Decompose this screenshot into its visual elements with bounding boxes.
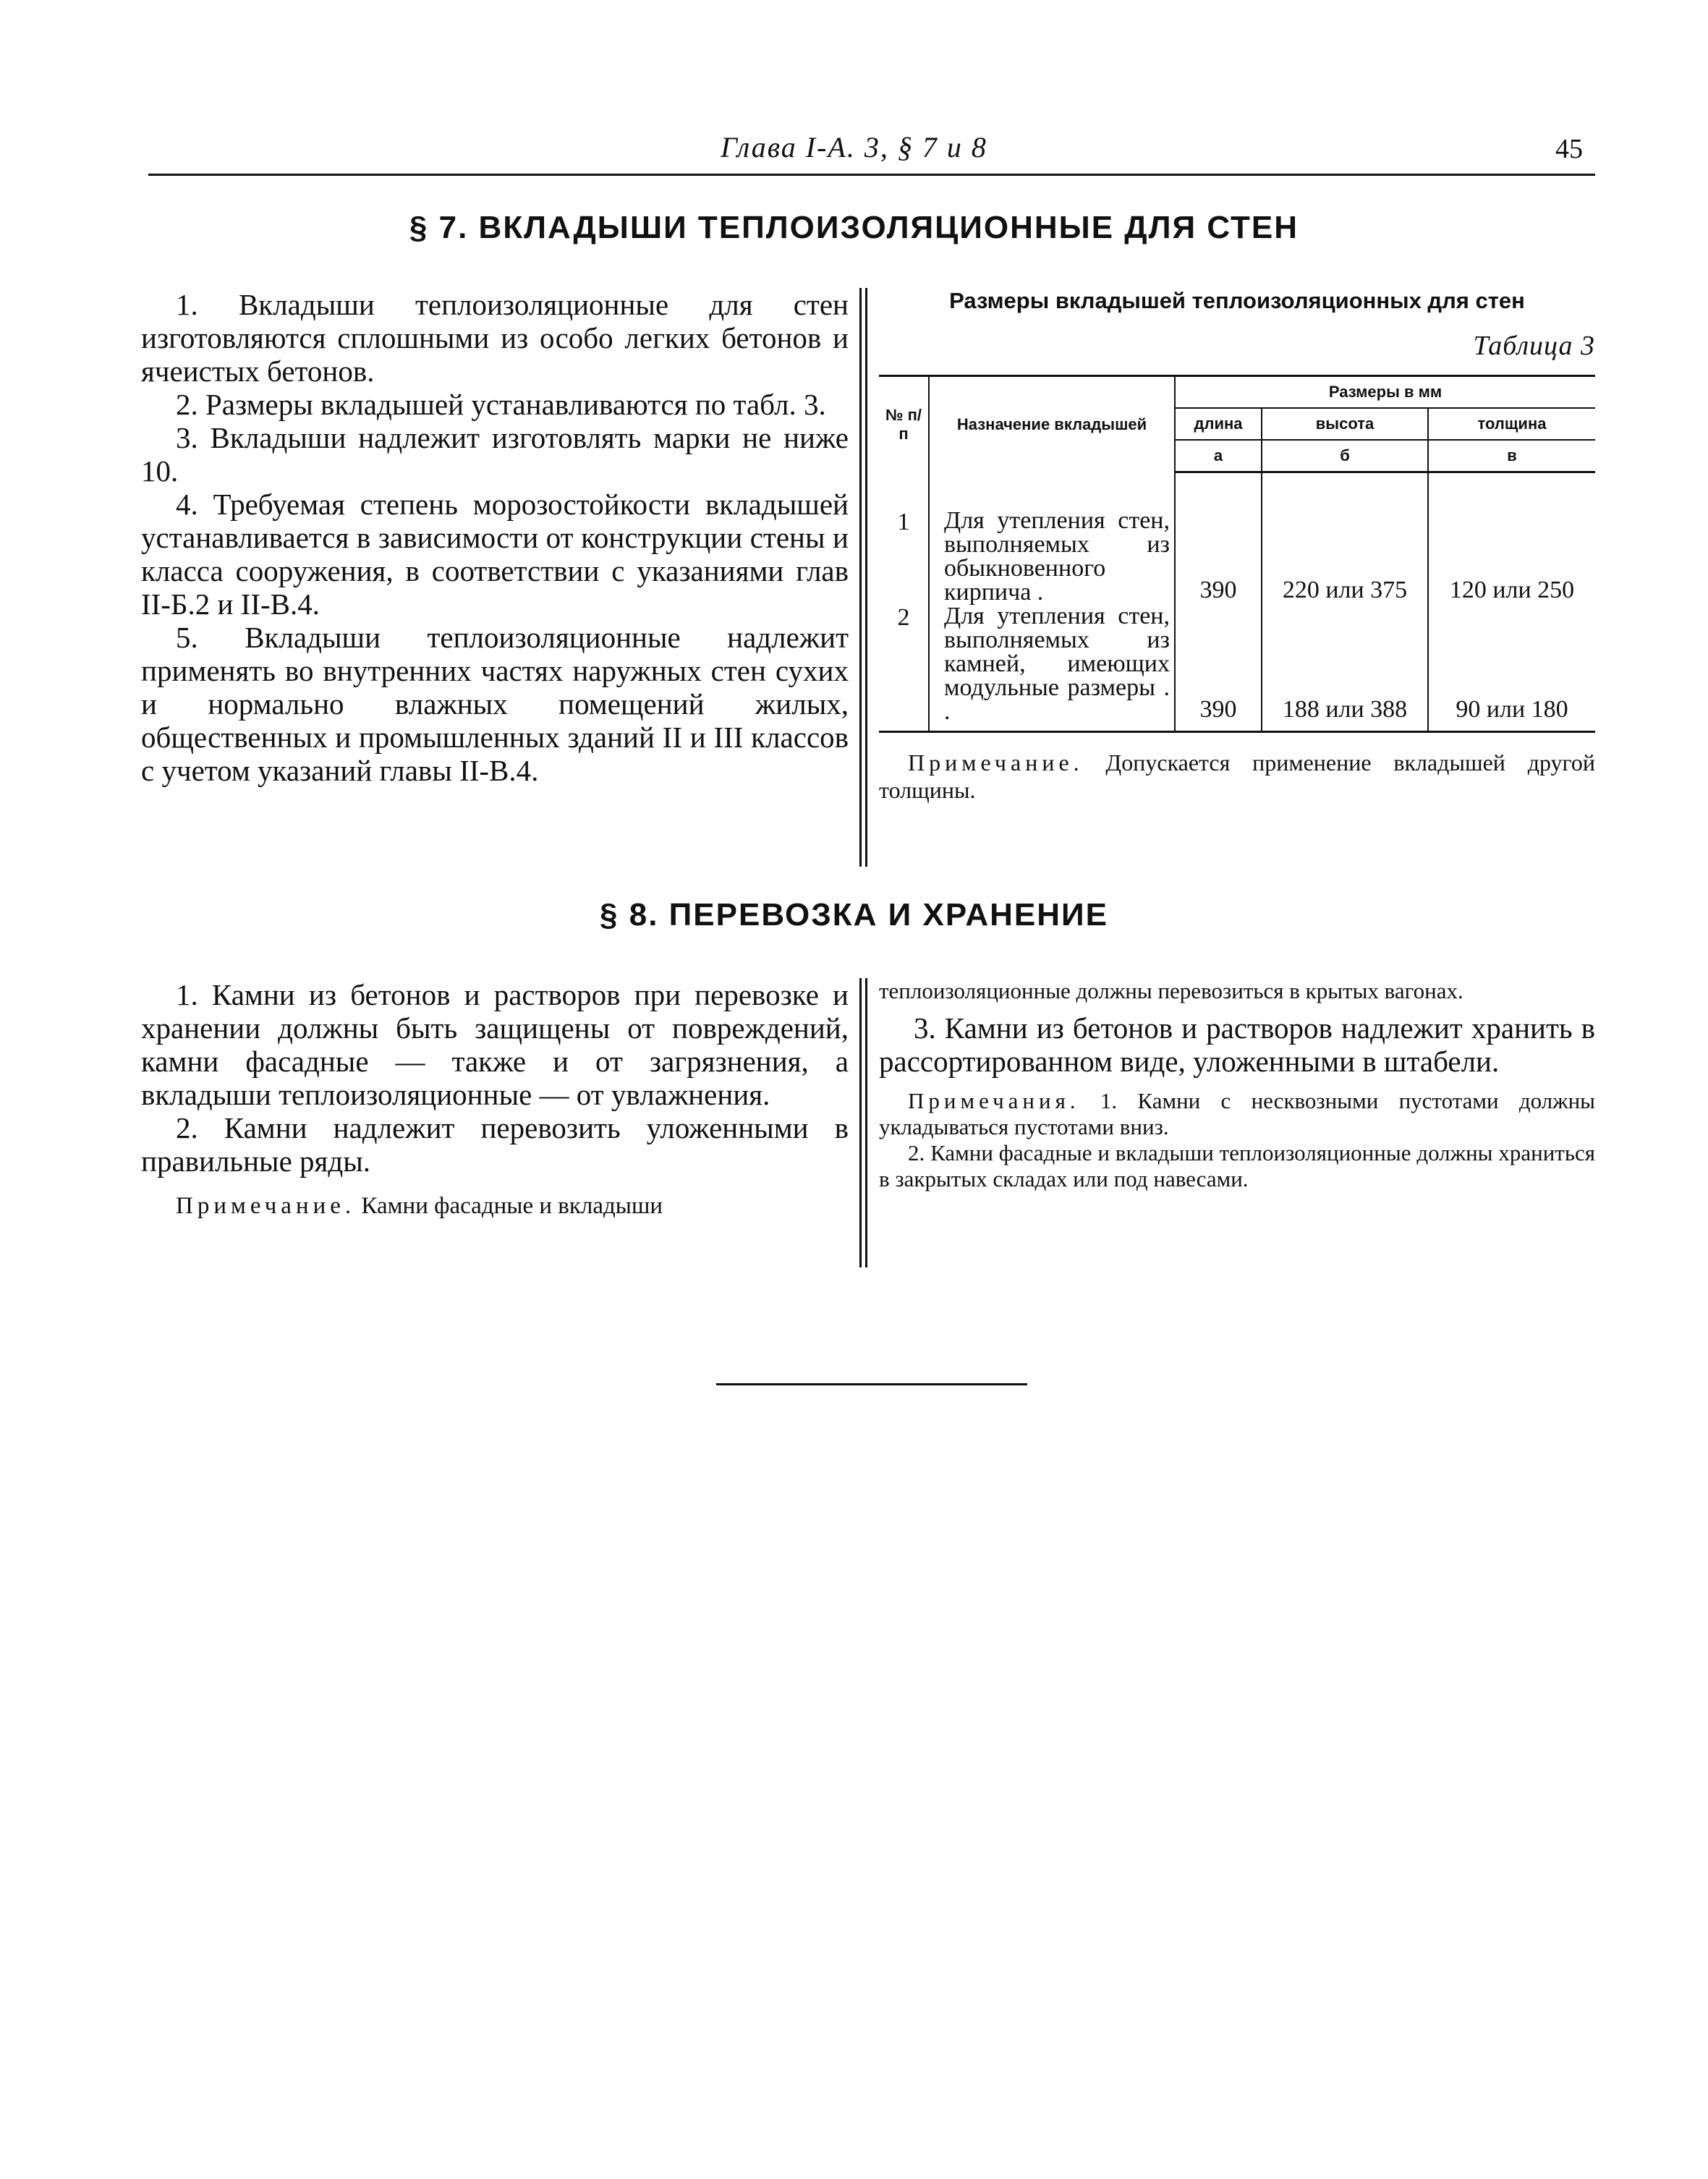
note-text: Камни фасадные и вкладыши	[355, 1193, 663, 1219]
section-7-title: § 7. ВКЛАДЫШИ ТЕПЛОИЗОЛЯЦИОННЫЕ ДЛЯ СТЕН	[409, 210, 1299, 245]
section-8-left-text	[141, 978, 849, 1220]
row-thickness: 90 или 180	[1428, 604, 1595, 732]
table-note	[879, 749, 1595, 804]
row-length: 390	[1175, 472, 1262, 604]
running-header: Глава I-А. 3, § 7 и 8	[721, 131, 987, 163]
col-sym-length: а	[1175, 440, 1262, 472]
paragraph: 2. Размеры вкладышей устанавливаются по табл. 3.	[176, 388, 826, 421]
col-header-group: Размеры в мм	[1175, 376, 1595, 409]
note-label: Примечание.	[176, 1193, 356, 1219]
section-8-right-text	[879, 978, 1595, 1192]
row-length: 390	[1175, 604, 1262, 732]
table-row	[879, 472, 1595, 604]
storage-note-2: 2. Камни фасадные и вкладыши теплоизоляционные должны храниться в закрытых складах или под навесами.	[879, 1140, 1595, 1192]
col-header-purpose: Назначение вкладышей	[929, 376, 1175, 472]
col-sym-height: б	[1262, 440, 1428, 472]
table-label: Таблица 3	[1473, 331, 1595, 361]
dimensions-table	[879, 375, 1595, 733]
transport-note	[141, 1192, 849, 1220]
section-8-title: § 8. ПЕРЕВОЗКА И ХРАНЕНИЕ	[600, 897, 1108, 933]
transport-note-continued: теплоизоляционные должны перевозиться в крытых вагонах.	[879, 978, 1463, 1003]
row-purpose: Для утепления стен, выполняемых из обыкновенного кирпича .	[929, 472, 1175, 604]
note-1-text: 1. Камни с несквозными пустотами должны укладываться пустотами вниз.	[879, 1088, 1595, 1139]
paragraph: 1. Вкладыши теплоизоляционные для стен изготовляются сплошными из особо легких бетонов и ячеистых бетонов.	[141, 288, 849, 388]
row-height: 188 или 388	[1262, 604, 1428, 732]
note-label: Примечание.	[908, 749, 1084, 776]
paragraph: 4. Требуемая степень морозостойкости вкладышей устанавливается в зависимости от конструкции стены и класса сооружения, в соответствии с указаниями глав II-Б.2 и II-В.4.	[141, 488, 849, 621]
col-header-thickness: толщина	[1428, 408, 1595, 440]
column-divider	[859, 978, 862, 1267]
row-height: 220 или 375	[1262, 472, 1428, 604]
row-number: 2	[897, 603, 910, 631]
col-header-length: длина	[1175, 408, 1262, 440]
notes-label: Примечания.	[908, 1088, 1080, 1113]
column-divider	[865, 288, 867, 867]
row-purpose: Для утепления стен, выполняемых из камней, имеющих модульные размеры . .	[929, 604, 1175, 732]
paragraph: 1. Камни из бетонов и растворов при перевозке и хранении должны быть защищены от повреждений, камни фасадные — также и от загрязнения, а вкладыши теплоизоляционные — от увлажнения.	[141, 978, 849, 1111]
paragraph: 2. Камни надлежит перевозить уложенными в правильные ряды.	[141, 1111, 849, 1178]
paragraph: 3. Вкладыши надлежит изготовлять марки не ниже 10.	[141, 421, 849, 488]
row-thickness: 120 или 250	[1428, 472, 1595, 604]
header-rule	[148, 174, 1595, 176]
section-7-text	[141, 288, 849, 787]
end-rule	[716, 1383, 1027, 1385]
paragraph: 3. Камни из бетонов и растворов надлежит хранить в рассортированном виде, уложенными в штабели.	[879, 1011, 1595, 1078]
col-header-number: № п/п	[879, 376, 929, 472]
row-number: 1	[897, 508, 910, 535]
note-text: Допускается применение вкладышей другой толщины.	[879, 749, 1595, 803]
col-header-height: высота	[1262, 408, 1428, 440]
table-3-block	[879, 288, 1595, 804]
table-caption: Размеры вкладышей теплоизоляционных для стен	[949, 288, 1525, 313]
page-number: 45	[1555, 134, 1583, 164]
table-row	[879, 604, 1595, 732]
col-sym-thickness: в	[1428, 440, 1595, 472]
paragraph: 5. Вкладыши теплоизоляционные надлежит применять во внутренних частях наружных стен сухих и нормально влажных помещений жилых, общественных и промышленных зданий II и III классов с учетом указаний главы II-В.4.	[141, 621, 849, 787]
column-divider	[859, 288, 862, 867]
column-divider	[865, 978, 867, 1267]
storage-note-1	[879, 1088, 1595, 1140]
